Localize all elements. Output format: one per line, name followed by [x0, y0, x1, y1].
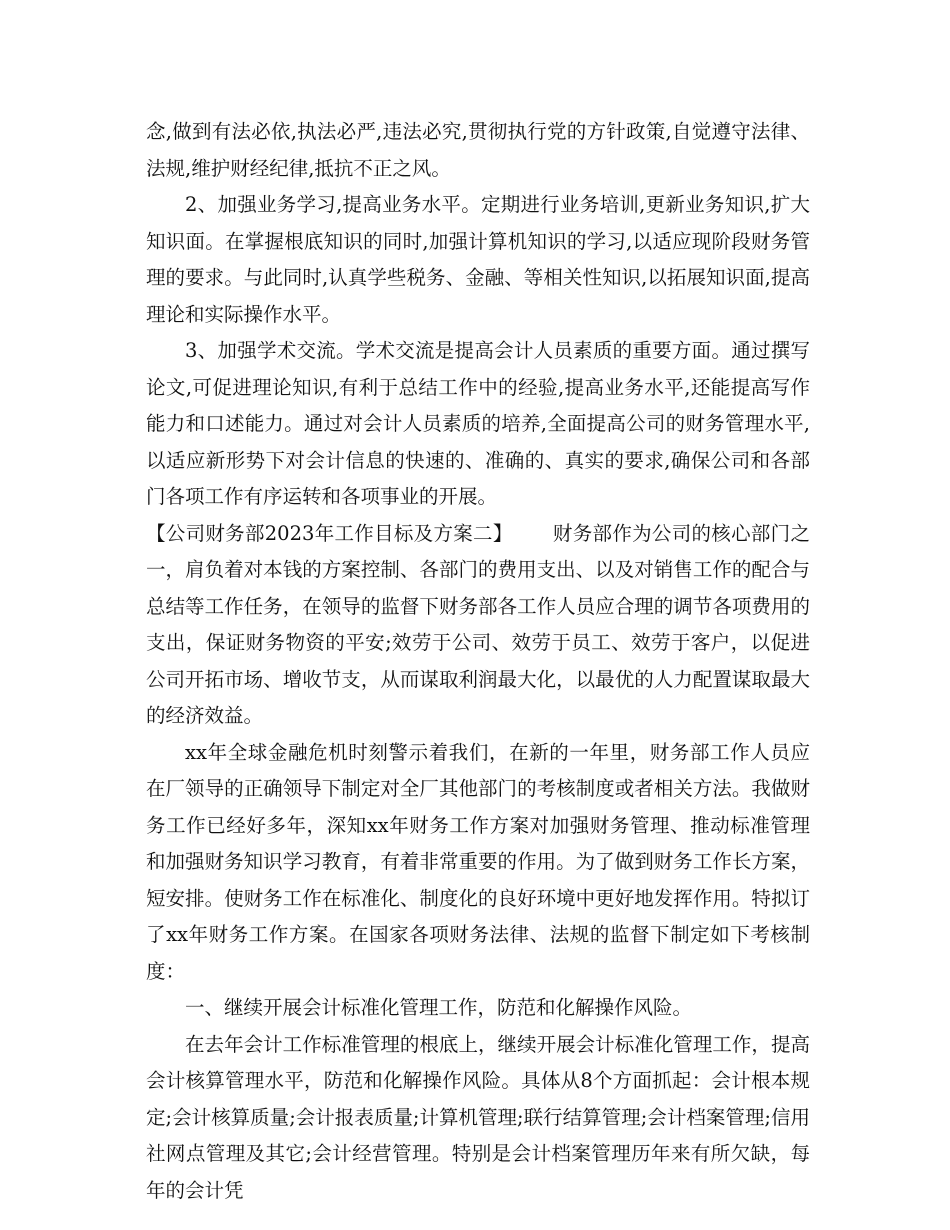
paragraph-4-text: 财务部作为公司的核心部门之一，肩负着对本钱的方案控制、各部门的费用支出、以及对销售工作的配合与总结等工作任务，在领导的监督下财务部各工作人员应合理的调节各项费用的支出，保证财务物资的平安;效劳于公司、效劳于员工、效劳于客户，以促进公司开拓市场、增收节支，从而谋取利润最大化，以最优的人力配置谋取最大的经济效益。 [146, 521, 810, 727]
paragraph-6: 一、继续开展会计标准化管理工作，防范和化解操作风险。 [185, 996, 693, 1019]
paragraph-2: 2、加强业务学习,提高业务水平。定期进行业务培训,更新业务知识,扩大知识面。在掌握根底知识的同时,加强计算机知识的学习,以适应现阶段财务管理的要求。与此同时,认真学些税务、金融、等相关性知识,以拓展知识面,提高理论和实际操作水平。 [146, 193, 810, 326]
paragraph-1: 念,做到有法必依,执法必严,违法必究,贯彻执行党的方针政策,自觉遵守法律、法规,维护财经纪律,抵抗不正之风。 [146, 120, 810, 180]
section-heading: 【公司财务部2023年工作目标及方案二】 [146, 521, 513, 545]
paragraph-3: 3、加强学术交流。学术交流是提高会计人员素质的重要方面。通过撰写论文,可促进理论知识,有利于总结工作中的经验,提高业务水平,还能提高写作能力和口述能力。通过对会计人员素质的培养,全面提高公司的财务管理水平,以适应新形势下对会计信息的快速的、准确的、真实的要求,确保公司和各部门各项工作有序运转和各项事业的开展。 [146, 339, 810, 508]
paragraph-7: 在去年会计工作标准管理的根底上，继续开展会计标准化管理工作，提高会计核算管理水平，防范和化解操作风险。具体从8个方面抓起：会计根本规定;会计核算质量;会计报表质量;计算机管理;联行结算管理;会计档案管理;信用社网点管理及其它;会计经营管理。特别是会计档案管理历年来有所欠缺，每年的会计凭 [146, 1032, 810, 1202]
paragraph-4 [146, 516, 810, 735]
paragraph-5: xx年全球金融危机时刻警示着我们，在新的一年里，财务部工作人员应在厂领导的正确领导下制定对全厂其他部门的考核制度或者相关方法。我做财务工作已经好多年，深知xx年财务工作方案对加强财务管理、推动标准管理和加强财务知识学习教育，有着非常重要的作用。为了做到财务工作长方案，短安排。使财务工作在标准化、制度化的良好环境中更好地发挥作用。特拟订了xx年财务工作方案。在国家各项财务法律、法规的监督下制定如下考核制度： [146, 740, 810, 983]
document-body [146, 114, 810, 1209]
